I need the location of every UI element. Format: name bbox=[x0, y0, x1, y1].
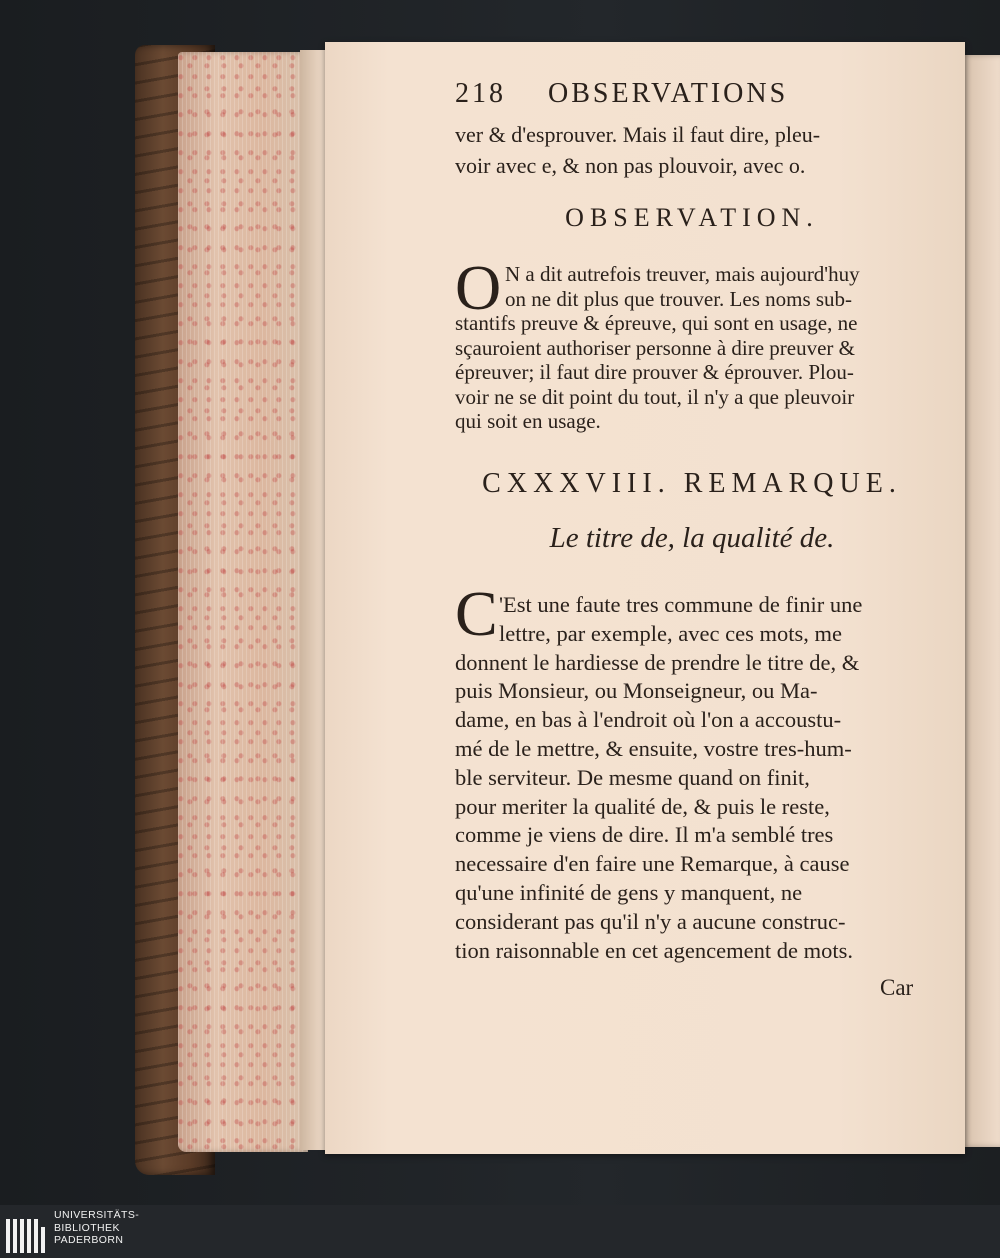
paragraph-line: on ne dit plus que trouver. Les noms sub- bbox=[505, 286, 853, 311]
library-logo-icon bbox=[6, 1215, 46, 1253]
library-footer bbox=[0, 1205, 1000, 1258]
page-number: 218 bbox=[455, 78, 506, 109]
paragraph-line: tion raisonnable en cet agencement de mots. bbox=[455, 937, 853, 963]
body-line: ver & d'esprouver. Mais il faut dire, pleu- bbox=[455, 122, 821, 147]
logo-line: PADERBORN bbox=[54, 1234, 124, 1246]
paragraph-line: lettre, par exemple, avec ces mots, me bbox=[499, 620, 842, 646]
dropcap-o: O bbox=[455, 252, 502, 323]
page-edges bbox=[178, 52, 308, 1152]
paragraph-line: comme je viens de dire. Il m'a semblé tres bbox=[455, 822, 834, 848]
remarque-heading: CXXXVIII. REMARQUE. bbox=[482, 468, 902, 499]
body-line: voir avec e, & non pas plouvoir, avec o. bbox=[455, 153, 806, 178]
facing-page-edge bbox=[962, 55, 1000, 1147]
paragraph-line: 'Est une faute tres commune de finir une bbox=[499, 592, 863, 617]
paragraph-line: qu'une infinité de gens y manquent, ne bbox=[455, 879, 803, 905]
paragraph-line: pour meriter la qualité de, & puis le reste, bbox=[455, 793, 830, 819]
paragraph-line: dame, en bas à l'endroit où l'on a accoustu- bbox=[455, 707, 842, 733]
paragraph-line: puis Monsieur, ou Monseigneur, ou Ma- bbox=[455, 678, 818, 704]
catchword: Car bbox=[880, 975, 914, 1000]
dropcap-c: C bbox=[455, 578, 498, 649]
observation-heading: OBSERVATION. bbox=[565, 203, 819, 232]
paragraph-line: mé de le mettre, & ensuite, vostre tres-hum- bbox=[455, 735, 852, 761]
logo-line: BIBLIOTHEK bbox=[54, 1221, 120, 1234]
running-header bbox=[455, 78, 788, 110]
observation-paragraph bbox=[455, 262, 929, 434]
paragraph-line: voir ne se dit point du tout, il n'y a que pleuvoir bbox=[455, 384, 855, 409]
remarque-paragraph bbox=[455, 591, 929, 965]
paragraph-line: donnent le hardiesse de prendre le titre de, & bbox=[455, 649, 860, 675]
remarque-title: Le titre de, la qualité de. bbox=[549, 522, 835, 554]
paragraph-line: stantifs preuve & épreuve, qui sont en usage, ne bbox=[455, 311, 858, 335]
paragraph-line: sçauroient authoriser personne à dire preuver & bbox=[455, 335, 856, 360]
paragraph-line: épreuver; il faut dire prouver & éprouver. Plou- bbox=[455, 360, 854, 384]
logo-line: UNIVERSITÄTS- bbox=[54, 1209, 140, 1221]
library-logo-text bbox=[54, 1209, 139, 1247]
paragraph-line: ble serviteur. De mesme quand on finit, bbox=[455, 764, 810, 790]
paragraph-line: qui soit en usage. bbox=[455, 409, 601, 433]
running-head-title: OBSERVATIONS bbox=[548, 78, 789, 109]
paragraph-line: N a dit autrefois treuver, mais aujourd'huy bbox=[505, 262, 860, 286]
paragraph-line: necessaire d'en faire une Remarque, à cause bbox=[455, 851, 850, 877]
paragraph-line: considerant pas qu'il n'y a aucune construc- bbox=[455, 908, 846, 934]
